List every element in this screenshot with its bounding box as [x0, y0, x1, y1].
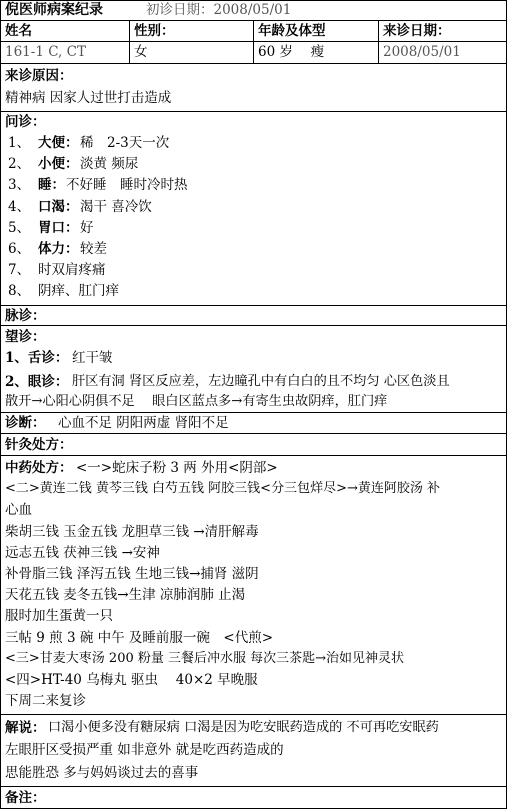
eye-value: 肝区有洞 肾区反应差，左边瞳孔中有白白的且不均匀 心区色淡且	[72, 374, 450, 389]
herbal-line: 下周二来复诊	[5, 693, 86, 710]
explanation-line-1: 口渴小便多没有糖尿病 口渴是因为吃安眠药造成的 不可再吃安眠药	[48, 720, 439, 735]
rule	[0, 111, 507, 112]
age-value: 60 岁 瘦	[258, 44, 325, 60]
inquiry-item-value: 稀 2-3天一次	[80, 135, 170, 151]
inquiry-item-value: 时双肩疼痛	[38, 262, 106, 279]
reason-label: 来诊原因：	[5, 68, 73, 84]
explanation-label: 解说：	[5, 720, 46, 736]
inquiry-item-number: 8、	[8, 283, 31, 300]
herbal-line: <四>HT-40 乌梅丸 驱虫 40×2 早晚服	[5, 672, 258, 688]
rule	[0, 412, 507, 413]
herbal-line: 远志五钱 茯神三钱 →安神	[5, 544, 160, 561]
rule	[129, 20, 130, 63]
herbal-line: 补骨脂三钱 泽泻五钱 生地三钱→捕肾 滋阴	[5, 566, 259, 582]
inquiry-item-value: 好	[80, 219, 94, 236]
herbal-line: <三>甘麦大枣汤 200 粉量 三餐后冲水服 每次三茶匙→治如见神灵状	[5, 650, 405, 666]
notes-label: 备注：	[5, 790, 46, 806]
inquiry-item-value: 不好睡 睡时冷时热	[66, 177, 188, 194]
rule	[0, 325, 507, 326]
inquiry-item-key: 体力：	[38, 241, 79, 257]
name-label: 姓名	[5, 23, 32, 39]
inquiry-item-number: 7、	[8, 262, 31, 279]
acupuncture-label: 针灸处方：	[5, 437, 73, 453]
rule	[253, 20, 254, 63]
inquiry-item-value: 渴干 喜冷饮	[80, 198, 152, 215]
observation-label: 望诊：	[5, 329, 46, 345]
rule	[0, 455, 507, 456]
inquiry-item-key: 胃口：	[38, 219, 79, 236]
diagnosis-text: 心血不足 阴阳两虚 肾阳不足	[58, 415, 229, 431]
inquiry-item-number: 2、	[8, 156, 31, 173]
explanation-line-3: 思能胜恐 多与妈妈谈过去的喜事	[5, 765, 199, 781]
inquiry-item-number: 3、	[8, 177, 31, 194]
inquiry-item-key: 小便：	[38, 156, 79, 173]
inquiry-item-number: 4、	[8, 198, 31, 215]
diagnosis-label: 诊断：	[5, 415, 46, 431]
reason-text: 精神病 因家人过世打击造成	[5, 90, 172, 106]
inquiry-item-number: 1、	[8, 135, 31, 151]
inquiry-item-value: 阴痒、肛门痒	[38, 283, 119, 300]
tongue-label: 1、舌诊：	[5, 350, 69, 366]
herbal-line: 服时加生蛋黄一只	[5, 608, 113, 625]
herbal-line: 柴胡三钱 玉金五钱 龙胆草三钱 →清肝解毒	[5, 523, 259, 540]
herbal-line: <一>蛇床子粉 3 两 外用<阴部>	[76, 460, 278, 476]
inquiry-item-value: 淡黄 频尿	[80, 156, 139, 173]
eye-value-cont: 散开→心阳心阴俱不足 眼白区蓝点多→有寄生虫故阴痒，肛门痒	[5, 394, 388, 409]
tongue-value: 红干皱	[72, 350, 113, 366]
inquiry-item-key: 口渴：	[38, 198, 79, 215]
herbal-label: 中药处方：	[5, 460, 73, 476]
inquiry-item-value: 较差	[80, 241, 107, 257]
herbal-line: 心血	[5, 502, 32, 519]
inquiry-label: 问诊：	[5, 114, 46, 130]
visit-date-value: 2008/05/01	[383, 44, 461, 60]
rule	[0, 786, 507, 787]
rule	[0, 714, 507, 715]
inquiry-item-key: 大便：	[38, 135, 79, 151]
record-title: 倪医师病案纪录	[5, 2, 103, 18]
rule	[0, 0, 1, 809]
herbal-line: <二>黄连二钱 黄芩三钱 白芍五钱 阿胶三钱<分三包烊尽>→黄连阿胶汤 补	[5, 481, 440, 497]
visit-date-label: 来诊日期：	[383, 23, 451, 39]
herbal-line: 天花五钱 麦冬五钱→生津 凉肺润肺 止渴	[5, 587, 246, 604]
inquiry-item-key: 睡：	[38, 177, 65, 194]
herbal-line: 三帖 9 煎 3 碗 中午 及睡前服一碗 <代煎>	[5, 629, 274, 646]
age-label: 年龄及体型	[258, 23, 326, 39]
pulse-label: 脉诊：	[5, 308, 46, 324]
patient-id: 161-1 C, CT	[5, 44, 86, 60]
rule	[378, 20, 379, 63]
gender-value: 女	[134, 44, 148, 60]
eye-label: 2、眼诊：	[5, 374, 69, 390]
rule	[0, 63, 507, 64]
explanation-line-2: 左眼肝区受损严重 如非意外 就是吃西药造成的	[5, 742, 284, 758]
gender-label: 性别：	[134, 23, 175, 39]
rule	[0, 305, 507, 306]
first-visit-date: 初诊日期：2008/05/01	[146, 2, 292, 18]
inquiry-item-number: 6、	[8, 241, 31, 257]
rule	[0, 433, 507, 434]
inquiry-item-number: 5、	[8, 219, 31, 236]
